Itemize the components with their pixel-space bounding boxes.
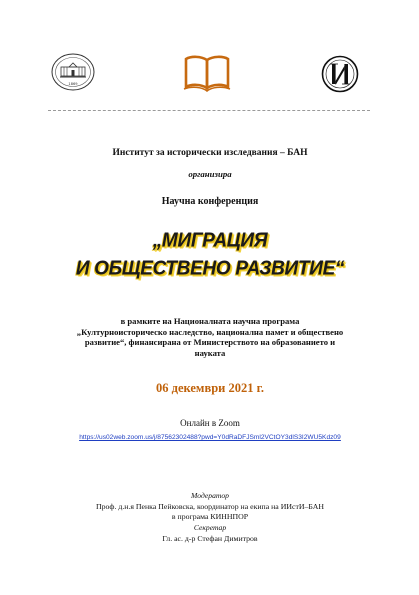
building-seal-icon	[50, 52, 96, 92]
moderator-role: Модератор	[191, 491, 229, 500]
moderator-name: Проф. д.н.я Пенка Пейковска, координатор на екипа на ИИстИ–БАН	[95, 502, 325, 511]
conference-title	[40, 227, 380, 283]
secretary-role: Секретар	[193, 523, 227, 532]
svg-text:1869: 1869	[68, 82, 78, 86]
open-book-icon	[182, 54, 232, 94]
moderator-program: в програма КИННПОР	[171, 512, 249, 521]
conference-title-line1: „МИГРАЦИЯ	[152, 229, 268, 252]
online-label: Онлайн в Zoom	[180, 418, 240, 428]
zoom-link[interactable]: https://us02web.zoom.us/j/87562302488?pwd=Y0dRaDFJSml2VCtOY3dlS3I2WU5Kdz09	[79, 434, 341, 441]
conference-date: 06 декември 2021 г.	[156, 381, 264, 395]
institute-name: Институт за исторически изследвания – БАН	[112, 148, 308, 158]
program-line: науката	[194, 347, 226, 358]
program-line: „Културноисторическо наследство, национална памет и обществено	[76, 326, 344, 337]
institute-monogram-icon	[321, 55, 359, 93]
program-description	[52, 316, 368, 358]
program-line: развитие“, финансирана от Министерството на образованието и	[84, 337, 336, 348]
conference-title-line2: И ОБЩЕСТВЕНО РАЗВИТИЕ“	[75, 257, 345, 280]
header-divider	[48, 110, 370, 111]
conference-type: Научна конференция	[161, 196, 259, 207]
secretary-name: Гл. ас. д-р Стефан Димитров	[162, 534, 258, 543]
organizes-label: организира	[188, 169, 232, 179]
program-line: в рамките на Националната научна програма	[120, 316, 300, 326]
